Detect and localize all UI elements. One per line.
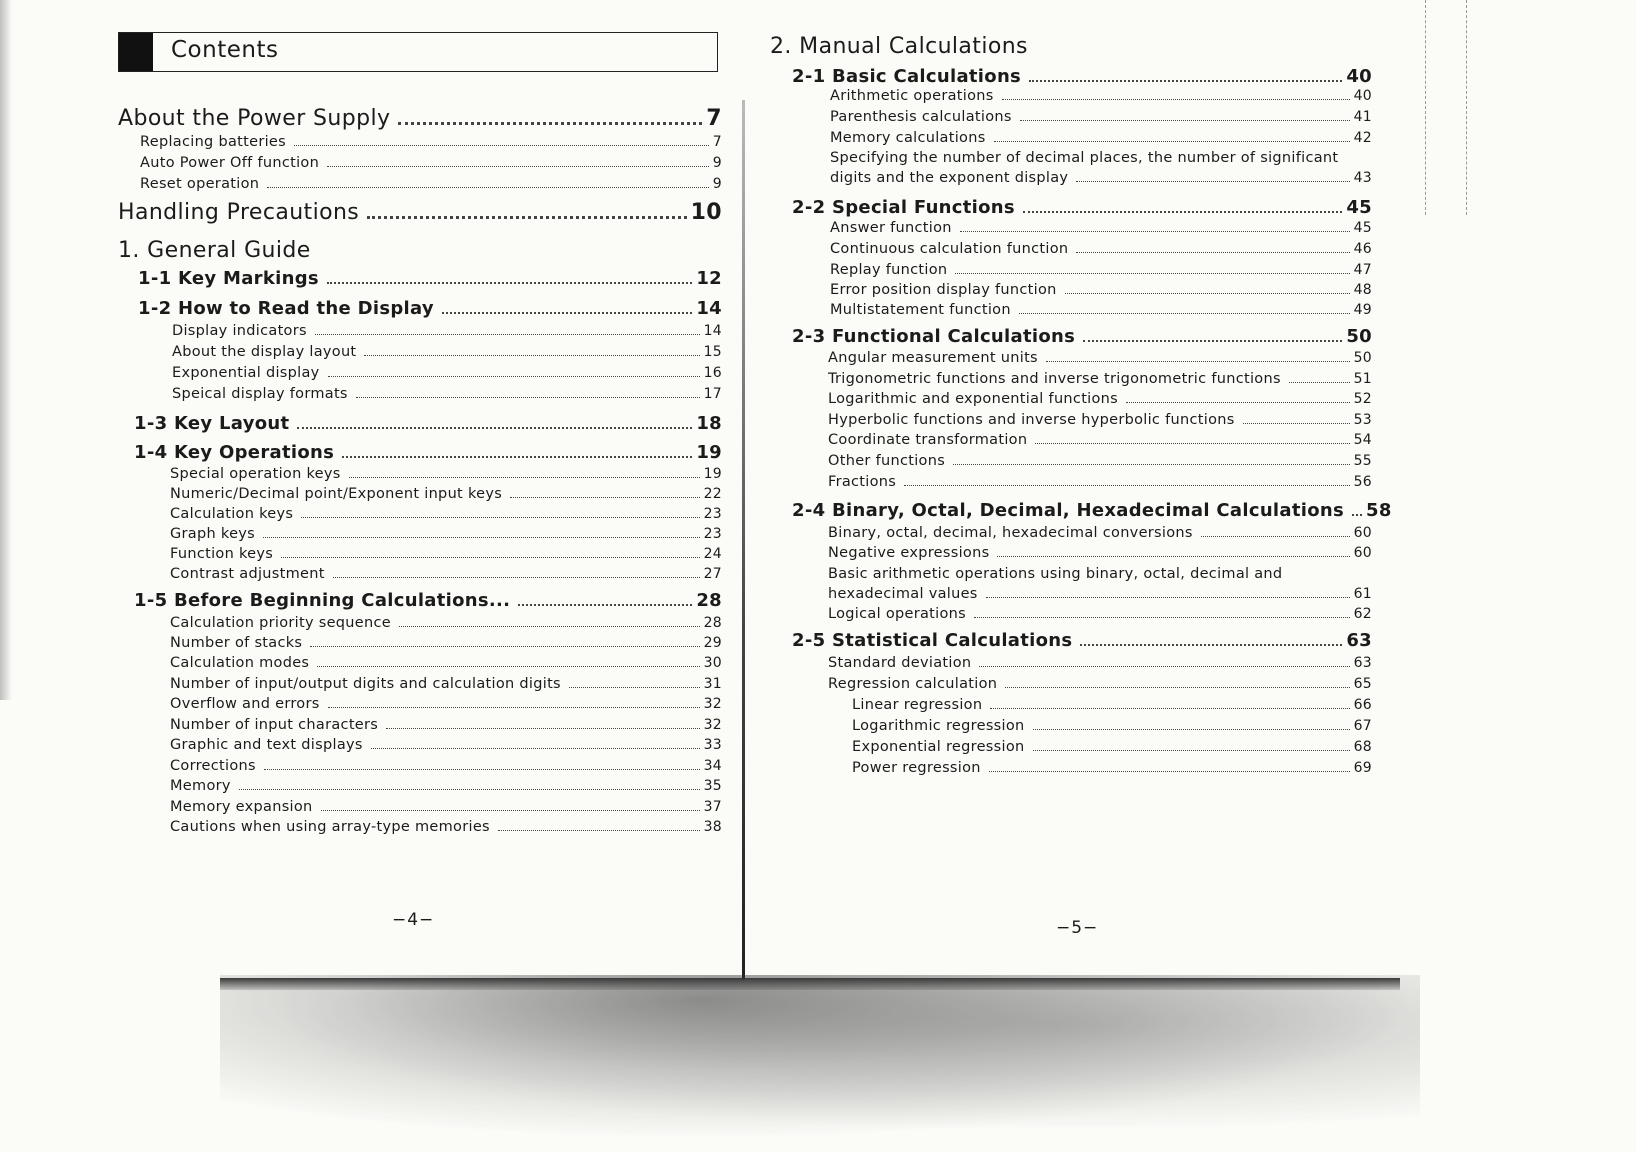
toc-entry-array-memories[interactable]: Cautions when using array-type memories 38 [170, 819, 722, 835]
toc-entry-linear-regression[interactable]: Linear regression 66 [852, 697, 1372, 713]
toc-entry-decimal-places-line2[interactable]: digits and the exponent display 43 [830, 170, 1372, 186]
toc-entry-contrast-adjustment[interactable]: Contrast adjustment 27 [170, 566, 722, 582]
toc-entry-regression-calculation[interactable]: Regression calculation 65 [828, 676, 1372, 692]
toc-entry-multistatement[interactable]: Multistatement function 49 [830, 302, 1372, 318]
scan-edge-shadow [0, 0, 12, 700]
toc-entry-read-display[interactable]: 1-2 How to Read the Display 14 [138, 298, 722, 319]
toc-entry-logarithmic-regression[interactable]: Logarithmic regression 67 [852, 718, 1372, 734]
toc-entry-reset-operation[interactable]: Reset operation 9 [140, 176, 722, 192]
contents-header-box [118, 32, 718, 72]
toc-entry-statistical-calculations[interactable]: 2-5 Statistical Calculations 63 [792, 630, 1372, 651]
page-number-right: −5− [1056, 918, 1099, 938]
toc-entry-memory-calculations[interactable]: Memory calculations 42 [830, 130, 1372, 146]
toc-entry-overflow-errors[interactable]: Overflow and errors 32 [170, 696, 722, 712]
toc-entry-corrections[interactable]: Corrections 34 [170, 758, 722, 774]
toc-entry-exponential-display[interactable]: Exponential display 16 [172, 365, 722, 381]
toc-entry-basic-arith-bases-line2[interactable]: hexadecimal values 61 [828, 586, 1372, 602]
toc-entry-display-layout[interactable]: About the display layout 15 [172, 344, 722, 360]
toc-entry-bin-oct-dec-hex[interactable]: 2-4 Binary, Octal, Decimal, Hexadecimal Calculations 58 [792, 500, 1392, 521]
toc-entry-input-characters[interactable]: Number of input characters 32 [170, 717, 722, 733]
section-general-guide: 1. General Guide [118, 238, 311, 263]
toc-entry-replacing-batteries[interactable]: Replacing batteries 7 [140, 134, 722, 150]
toc-entry-key-layout[interactable]: 1-3 Key Layout 18 [134, 413, 722, 434]
scan-shadow [220, 975, 1420, 1140]
toc-entry-display-indicators[interactable]: Display indicators 14 [172, 323, 722, 339]
toc-entry-other-functions[interactable]: Other functions 55 [828, 453, 1372, 469]
toc-entry-arithmetic-operations[interactable]: Arithmetic operations 40 [830, 88, 1372, 104]
toc-entry-basic-arith-bases-line1[interactable]: Basic arithmetic operations using binary, octal, decimal and [828, 566, 1283, 582]
toc-entry-parenthesis-calculations[interactable]: Parenthesis calculations 41 [830, 109, 1372, 125]
toc-entry-base-conversions[interactable]: Binary, octal, decimal, hexadecimal conversions 60 [828, 525, 1372, 541]
toc-entry-basic-calculations[interactable]: 2-1 Basic Calculations 40 [792, 66, 1372, 87]
toc-entry-trig-functions[interactable]: Trigonometric functions and inverse trigonometric functions 51 [828, 371, 1372, 387]
toc-entry-key-operations[interactable]: 1-4 Key Operations 19 [134, 442, 722, 463]
toc-entry-handling-precautions[interactable]: Handling Precautions 10 [118, 200, 722, 225]
toc-entry-graphic-text-displays[interactable]: Graphic and text displays 33 [170, 737, 722, 753]
contents-title: Contents [171, 37, 279, 63]
toc-entry-special-operation-keys[interactable]: Special operation keys 19 [170, 466, 722, 482]
toc-entry-exponential-regression[interactable]: Exponential regression 68 [852, 739, 1372, 755]
toc-entry-io-digits[interactable]: Number of input/output digits and calculation digits 31 [170, 676, 722, 692]
toc-entry-before-beginning[interactable]: 1-5 Before Beginning Calculations... 28 [134, 590, 722, 611]
toc-entry-special-display-formats[interactable]: Speical display formats 17 [172, 386, 722, 402]
toc-entry-negative-expressions[interactable]: Negative expressions 60 [828, 545, 1372, 561]
toc-entry-calculation-keys[interactable]: Calculation keys 23 [170, 506, 722, 522]
toc-entry-coordinate-transformation[interactable]: Coordinate transformation 54 [828, 432, 1372, 448]
toc-entry-number-of-stacks[interactable]: Number of stacks 29 [170, 635, 722, 651]
toc-entry-fractions[interactable]: Fractions 56 [828, 474, 1372, 490]
book-spine [742, 100, 745, 980]
toc-entry-logical-operations[interactable]: Logical operations 62 [828, 606, 1372, 622]
toc-entry-memory-expansion[interactable]: Memory expansion 37 [170, 799, 722, 815]
toc-entry-power-regression[interactable]: Power regression 69 [852, 760, 1372, 776]
toc-entry-priority-sequence[interactable]: Calculation priority sequence 28 [170, 615, 722, 631]
toc-entry-calculation-modes[interactable]: Calculation modes 30 [170, 655, 722, 671]
toc-entry-answer-function[interactable]: Answer function 45 [830, 220, 1372, 236]
toc-entry-continuous-calculation[interactable]: Continuous calculation function 46 [830, 241, 1372, 257]
toc-entry-standard-deviation[interactable]: Standard deviation 63 [828, 655, 1372, 671]
header-tab-decoration [119, 33, 153, 71]
toc-entry-graph-keys[interactable]: Graph keys 23 [170, 526, 722, 542]
toc-entry-error-position[interactable]: Error position display function 48 [830, 282, 1372, 298]
toc-entry-power-supply[interactable]: About the Power Supply 7 [118, 106, 722, 131]
toc-entry-function-keys[interactable]: Function keys 24 [170, 546, 722, 562]
toc-entry-numeric-keys[interactable]: Numeric/Decimal point/Exponent input keys 22 [170, 486, 722, 502]
section-manual-calculations: 2. Manual Calculations [770, 34, 1028, 59]
toc-entry-replay-function[interactable]: Replay function 47 [830, 262, 1372, 278]
page-number-left: −4− [392, 910, 435, 930]
toc-entry-angular-units[interactable]: Angular measurement units 50 [828, 350, 1372, 366]
toc-entry-auto-power-off[interactable]: Auto Power Off function 9 [140, 155, 722, 171]
toc-entry-log-exp-functions[interactable]: Logarithmic and exponential functions 52 [828, 391, 1372, 407]
scan-shadow-edge [220, 978, 1400, 990]
toc-entry-key-markings[interactable]: 1-1 Key Markings 12 [138, 268, 722, 289]
toc-entry-hyperbolic-functions[interactable]: Hyperbolic functions and inverse hyperbolic functions 53 [828, 412, 1372, 428]
toc-entry-decimal-places-line1[interactable]: Specifying the number of decimal places, the number of significant [830, 150, 1339, 166]
toc-entry-special-functions[interactable]: 2-2 Special Functions 45 [792, 197, 1372, 218]
toc-entry-functional-calculations[interactable]: 2-3 Functional Calculations 50 [792, 326, 1372, 347]
toc-entry-memory[interactable]: Memory 35 [170, 778, 722, 794]
scan-margin-marks [1425, 0, 1467, 215]
